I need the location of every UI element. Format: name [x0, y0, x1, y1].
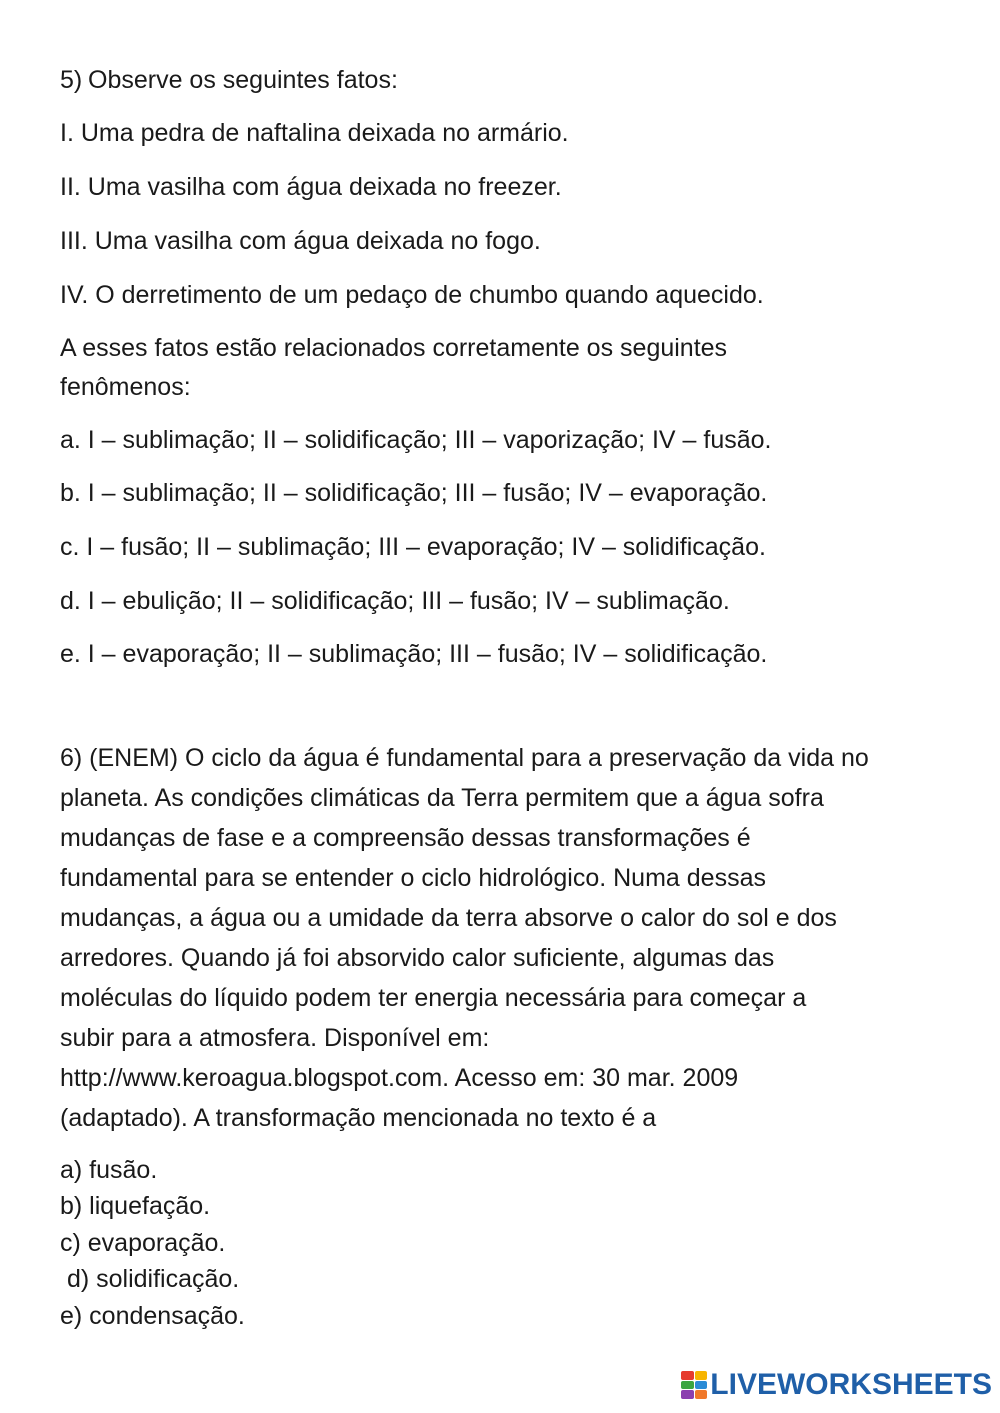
liveworksheets-brand[interactable] — [681, 1367, 992, 1403]
q5-number: 5) — [60, 66, 83, 94]
logo-cell — [681, 1390, 694, 1399]
q5-question-line-2: fenômenos: — [60, 373, 191, 401]
q5-question-line-1: A esses fatos estão relacionados corretamente os seguintes — [60, 334, 728, 362]
logo-cell — [681, 1371, 694, 1380]
q6-text-line-10: (adaptado). A transformação mencionada no texto é a — [60, 1104, 657, 1132]
q6-text-line-2: planeta. As condições climáticas da Terra permitem que a água sofra — [60, 784, 824, 812]
q5-option-a: a. I – sublimação; II – solidificação; III – vaporização; IV – fusão. — [60, 426, 772, 454]
logo-cell — [695, 1381, 708, 1390]
q6-text-line-5: mudanças, a água ou a umidade da terra absorve o calor do sol e dos — [60, 904, 837, 932]
q6-option-e: e) condensação. — [60, 1302, 245, 1330]
logo-cell — [695, 1390, 708, 1399]
q6-option-a: a) fusão. — [60, 1156, 158, 1184]
q5-prompt: Observe os seguintes fatos: — [88, 66, 398, 94]
q5-option-d: d. I – ebulição; II – solidificação; III – fusão; IV – sublimação. — [60, 587, 730, 615]
q6-text-line-8: subir para a atmosfera. Disponível em: — [60, 1024, 490, 1052]
q5-fact-4: IV. O derretimento de um pedaço de chumbo quando aquecido. — [60, 281, 764, 309]
q5-fact-3: III. Uma vasilha com água deixada no fogo. — [60, 227, 541, 255]
logo-cell — [681, 1381, 694, 1390]
q6-text-line-4: fundamental para se entender o ciclo hidrológico. Numa dessas — [60, 864, 766, 892]
logo-cell — [695, 1371, 708, 1380]
q6-text-line-3: mudanças de fase e a compreensão dessas transformações é — [60, 824, 751, 852]
q5-option-b: b. I – sublimação; II – solidificação; III – fusão; IV – evaporação. — [60, 479, 768, 507]
q6-option-d: d) solidificação. — [60, 1265, 240, 1293]
q6-text-line-9: http://www.keroagua.blogspot.com. Acesso em: 30 mar. 2009 — [60, 1064, 739, 1092]
q5-prompt-line — [60, 65, 398, 95]
q6-text-line-7: moléculas do líquido podem ter energia necessária para começar a — [60, 984, 807, 1012]
q5-fact-2: II. Uma vasilha com água deixada no freezer. — [60, 173, 562, 201]
liveworksheets-logo-icon — [681, 1371, 707, 1399]
q5-fact-1: I. Uma pedra de naftalina deixada no armário. — [60, 119, 569, 147]
q6-text-line-6: arredores. Quando já foi absorvido calor suficiente, algumas das — [60, 944, 775, 972]
q5-option-e: e. I – evaporação; II – sublimação; III – fusão; IV – solidificação. — [60, 640, 768, 668]
q6-option-b: b) liquefação. — [60, 1192, 211, 1220]
q5-option-c: c. I – fusão; II – sublimação; III – evaporação; IV – solidificação. — [60, 533, 766, 561]
brand-name: LIVEWORKSHEETS — [710, 1368, 992, 1401]
q6-text-line-1: 6) (ENEM) O ciclo da água é fundamental para a preservação da vida no — [60, 744, 869, 772]
q6-option-c: c) evaporação. — [60, 1229, 226, 1257]
